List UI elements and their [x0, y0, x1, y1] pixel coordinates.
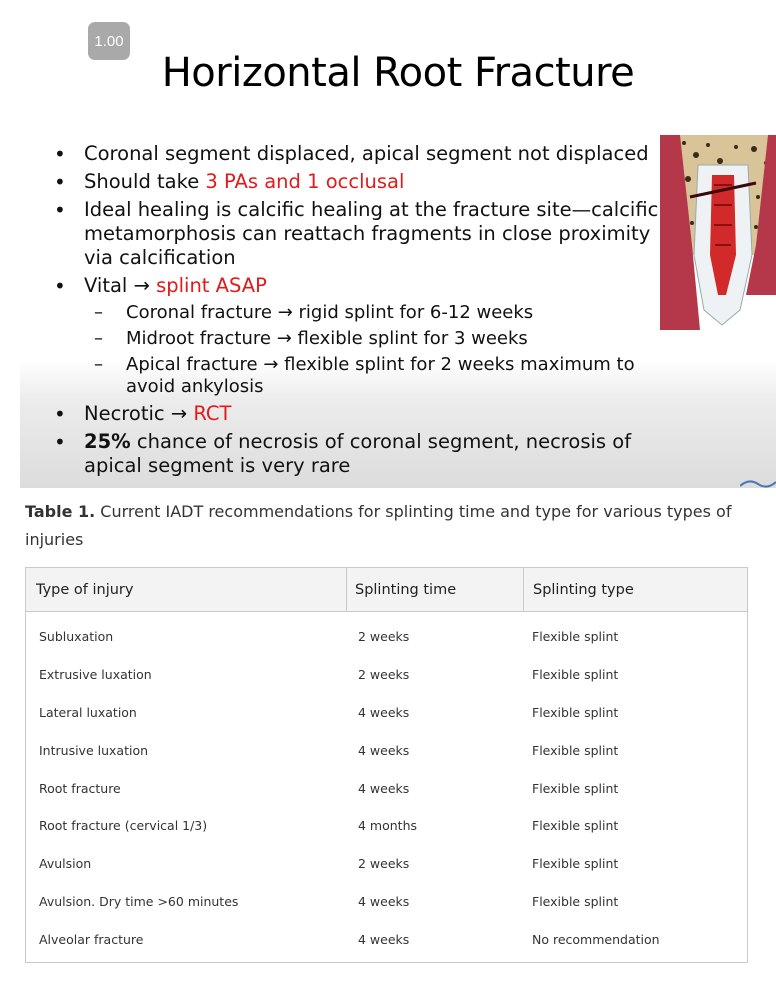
table-body	[26, 612, 747, 958]
cell-injury: Intrusive luxation	[39, 742, 149, 758]
bullet-item	[50, 430, 670, 478]
bullet-item	[50, 274, 670, 298]
cell-time: 4 months	[358, 818, 418, 834]
cell-injury: Alveolar fracture	[39, 931, 144, 947]
sub-bullet-text: Coronal fracture → rigid splint for 6-12 weeks	[126, 302, 534, 323]
bullet-item	[50, 142, 670, 166]
table-row	[26, 845, 747, 883]
cell-time: 4 weeks	[358, 742, 410, 758]
table-header	[26, 568, 747, 612]
cell-injury: Subluxation	[39, 629, 114, 645]
sub-bullet-item	[50, 302, 670, 324]
cell-type: No recommendation	[532, 931, 660, 947]
table-caption	[25, 498, 745, 554]
cell-type: Flexible splint	[532, 818, 619, 834]
cell-time: 2 weeks	[358, 629, 410, 645]
cell-time: 2 weeks	[358, 667, 410, 683]
sub-bullet-marker: –	[94, 354, 103, 375]
bullet-item	[50, 402, 670, 426]
caption-label: Table 1.	[25, 502, 96, 521]
cell-injury: Root fracture	[39, 780, 121, 796]
table-row	[26, 656, 747, 694]
sub-bullet-text: Midroot fracture → flexible splint for 3 weeks	[126, 328, 528, 349]
cell-injury: Avulsion. Dry time >60 minutes	[39, 893, 239, 909]
cell-type: Flexible splint	[532, 704, 619, 720]
slide-title: Horizontal Root Fracture	[161, 50, 635, 96]
cell-injury: Lateral luxation	[39, 704, 137, 720]
cell-injury: Root fracture (cervical 1/3)	[39, 818, 208, 834]
cell-type: Flexible splint	[532, 856, 619, 872]
sub-bullet-item	[50, 354, 670, 398]
table-row	[26, 807, 747, 845]
bullet-marker: •	[54, 198, 66, 222]
cell-type: Flexible splint	[532, 629, 619, 645]
decorative-wave	[740, 478, 776, 488]
bullet-marker: •	[54, 170, 66, 194]
cell-time: 2 weeks	[358, 856, 410, 872]
bullet-item	[50, 198, 670, 270]
cell-type: Flexible splint	[532, 667, 619, 683]
bullet-highlight: splint ASAP	[156, 274, 267, 297]
caption-text: Current IADT recommendations for splinting time and type for various types of injuries	[25, 502, 732, 549]
header-type-of-injury: Type of injury	[36, 581, 134, 598]
sub-bullet-marker: –	[94, 302, 103, 323]
sub-bullet-item	[50, 328, 670, 350]
tooth-illustration	[660, 135, 776, 330]
splinting-table	[25, 567, 748, 963]
bullet-text: Necrotic →	[84, 402, 194, 425]
table-row	[26, 731, 747, 769]
cell-time: 4 weeks	[358, 780, 410, 796]
bullet-marker: •	[54, 430, 66, 454]
bullet-text: chance of necrosis of coronal segment, necrosis of apical segment is very rare	[84, 430, 632, 477]
header-splinting-time: Splinting time	[346, 568, 523, 611]
zoom-badge[interactable]: 1.00	[88, 22, 130, 60]
cell-time: 4 weeks	[358, 893, 410, 909]
table-row	[26, 883, 747, 921]
cell-time: 4 weeks	[358, 704, 410, 720]
bullet-bold: 25%	[84, 430, 131, 453]
table-row	[26, 920, 747, 958]
header-splinting-type: Splinting type	[523, 568, 747, 611]
bullet-marker: •	[54, 274, 66, 298]
cell-type: Flexible splint	[532, 893, 619, 909]
table-row	[26, 769, 747, 807]
bullet-highlight: 3 PAs and 1 occlusal	[205, 170, 405, 193]
cell-injury: Avulsion	[39, 856, 92, 872]
sub-bullet-text: Apical fracture → flexible splint for 2 weeks maximum to avoid ankylosis	[126, 354, 635, 397]
cell-injury: Extrusive luxation	[39, 667, 152, 683]
bullet-text: Vital →	[84, 274, 157, 297]
table-row	[26, 694, 747, 732]
bullet-text: Should take	[84, 170, 206, 193]
bullet-highlight: RCT	[193, 402, 232, 425]
cell-time: 4 weeks	[358, 931, 410, 947]
bullet-item	[50, 170, 670, 194]
bullet-text: Ideal healing is calcific healing at the fracture site—calcific metamorphosis can reattach fragments in close proximity via calcification	[84, 198, 659, 269]
sub-bullet-marker: –	[94, 328, 103, 349]
slide-image	[20, 0, 776, 488]
bullet-marker: •	[54, 142, 66, 166]
bullet-marker: •	[54, 402, 66, 426]
cell-type: Flexible splint	[532, 742, 619, 758]
bullet-text: Coronal segment displaced, apical segment not displaced	[84, 142, 649, 165]
bullet-list	[50, 142, 670, 482]
table-row	[26, 618, 747, 656]
cell-type: Flexible splint	[532, 780, 619, 796]
